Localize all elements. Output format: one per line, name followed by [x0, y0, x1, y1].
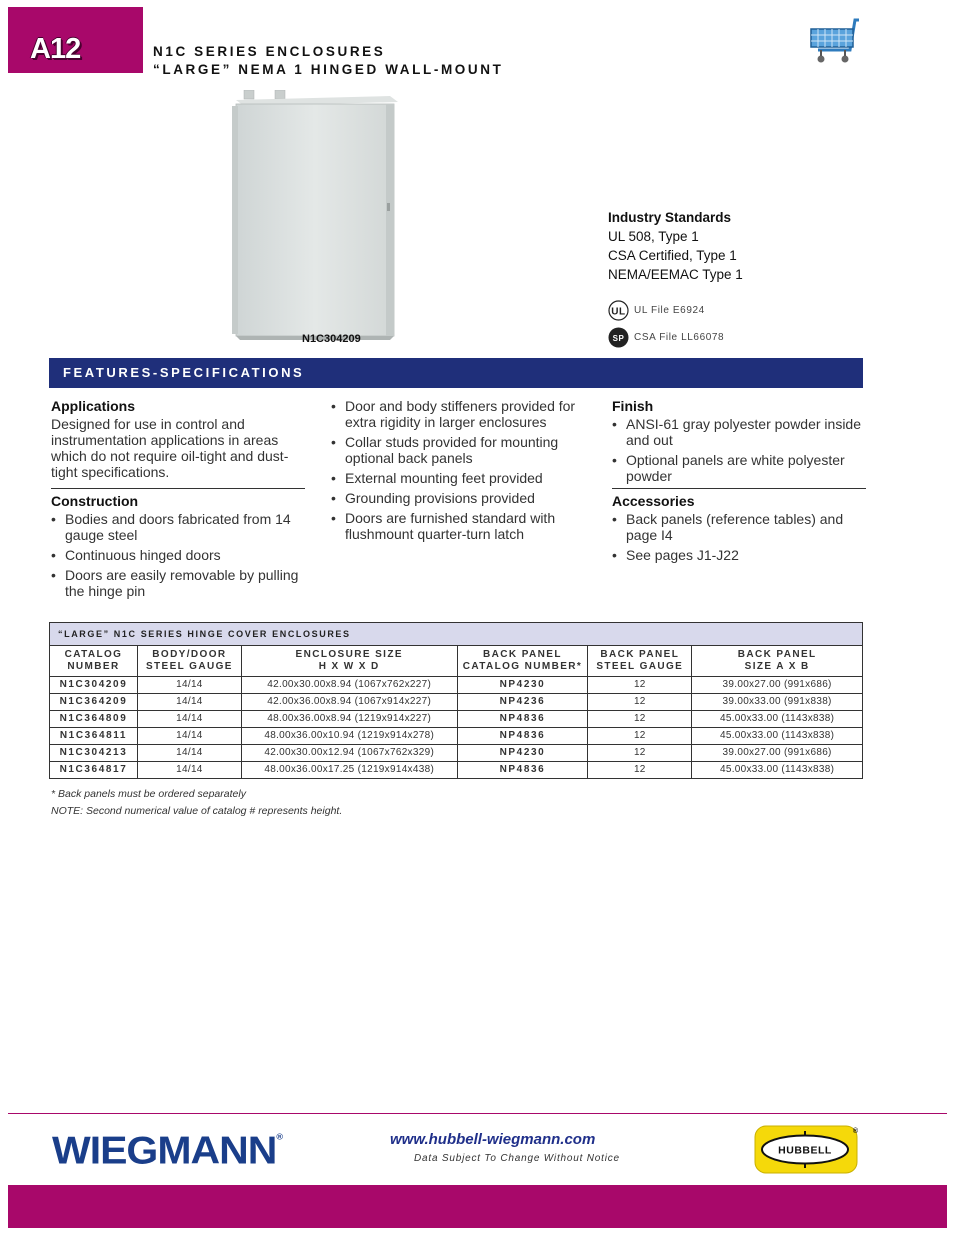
- page-number-box: [8, 7, 143, 73]
- ul-file-number: UL File E6924: [634, 305, 705, 316]
- list-item: • Doors are easily removable by pulling the hinge pin: [51, 567, 305, 599]
- disclaimer-text: Data Subject To Change Without Notice: [414, 1153, 620, 1164]
- column-header: [457, 646, 588, 677]
- cell-catalog-number: N1C364209: [50, 694, 138, 711]
- cell-enclosure-size: 42.00x30.00x8.94 (1067x762x227): [241, 677, 457, 694]
- cell-back-panel-gauge: 12: [588, 694, 692, 711]
- svg-text:SP: SP: [612, 334, 625, 343]
- table-row: [50, 677, 863, 694]
- column-header: [50, 646, 138, 677]
- cell-enclosure-size: 48.00x36.00x10.94 (1219x914x278): [241, 728, 457, 745]
- cell-back-panel-size: 39.00x33.00 (991x838): [692, 694, 863, 711]
- list-item: • Collar studs provided for mounting optional back panels: [331, 434, 585, 466]
- cell-back-panel-gauge: 12: [588, 745, 692, 762]
- cell-back-panel-gauge: 12: [588, 728, 692, 745]
- list-item: • Back panels (reference tables) and page I4: [612, 511, 866, 543]
- list-item: • Continuous hinged doors: [51, 547, 305, 563]
- cell-back-panel-catalog: NP4836: [457, 728, 588, 745]
- cell-back-panel-size: 45.00x33.00 (1143x838): [692, 711, 863, 728]
- column-header-line: H X W X D: [318, 661, 380, 672]
- table-row: [50, 762, 863, 779]
- brand-name: WIEGMANN: [52, 1128, 277, 1172]
- section-divider: [51, 488, 305, 489]
- applications-text: Designed for use in control and instrumentation applications in areas which do not require oil-tight and dust-tight specifications.: [51, 416, 289, 480]
- page-code: A12: [30, 33, 81, 65]
- cell-back-panel-catalog: NP4836: [457, 762, 588, 779]
- table-caption: “LARGE” N1C SERIES HINGE COVER ENCLOSURES: [50, 623, 863, 646]
- finish-list: [612, 416, 866, 484]
- footnote: * Back panels must be ordered separately: [51, 788, 246, 800]
- csa-logo-icon: [608, 327, 629, 348]
- column-header: [137, 646, 241, 677]
- cell-body-door-gauge: 14/14: [137, 677, 241, 694]
- table-header-row: [50, 646, 863, 677]
- hubbell-wordmark: HUBBELL: [778, 1144, 832, 1157]
- cell-back-panel-catalog: NP4236: [457, 694, 588, 711]
- features-column-2: [331, 398, 585, 546]
- list-item: • Grounding provisions provided: [331, 490, 585, 506]
- cell-catalog-number: N1C304209: [50, 677, 138, 694]
- cell-back-panel-size: 39.00x27.00 (991x686): [692, 677, 863, 694]
- list-item: • Doors are furnished standard with flushmount quarter-turn latch: [331, 510, 585, 542]
- cell-body-door-gauge: 14/14: [137, 728, 241, 745]
- ul-certification: [608, 300, 705, 324]
- ul-logo-icon: [608, 300, 629, 321]
- column-header-line: BODY/DOOR: [152, 649, 227, 660]
- csa-file-number: CSA File LL66078: [634, 332, 725, 343]
- table-row: [50, 728, 863, 745]
- column-header-line: BACK PANEL: [600, 649, 680, 660]
- column-header-line: CATALOG NUMBER*: [462, 661, 583, 672]
- column-header: [588, 646, 692, 677]
- footer-bar: [8, 1185, 947, 1228]
- cell-body-door-gauge: 14/14: [137, 711, 241, 728]
- cell-back-panel-catalog: NP4230: [457, 745, 588, 762]
- cell-enclosure-size: 48.00x36.00x8.94 (1219x914x227): [241, 711, 457, 728]
- cell-back-panel-size: 45.00x33.00 (1143x838): [692, 762, 863, 779]
- standard-item: CSA Certified, Type 1: [608, 248, 737, 263]
- features-banner: [49, 358, 863, 388]
- cell-back-panel-size: 39.00x27.00 (991x686): [692, 745, 863, 762]
- cell-catalog-number: N1C364809: [50, 711, 138, 728]
- industry-standards: [608, 208, 743, 284]
- column-header-line: BACK PANEL: [483, 649, 562, 660]
- cell-back-panel-gauge: 12: [588, 762, 692, 779]
- cell-enclosure-size: 42.00x30.00x12.94 (1067x762x329): [241, 745, 457, 762]
- cell-body-door-gauge: 14/14: [137, 745, 241, 762]
- cell-catalog-number: N1C364817: [50, 762, 138, 779]
- cell-back-panel-size: 45.00x33.00 (1143x838): [692, 728, 863, 745]
- column-header-line: CATALOG: [64, 649, 123, 660]
- cell-enclosure-size: 42.00x36.00x8.94 (1067x914x227): [241, 694, 457, 711]
- enclosure-table: [49, 622, 863, 779]
- standard-item: NEMA/EEMAC Type 1: [608, 267, 743, 282]
- table-body: [50, 677, 863, 779]
- features-list: [331, 398, 585, 542]
- list-item: • ANSI-61 gray polyester powder inside and out: [612, 416, 866, 448]
- column-header-line: ENCLOSURE SIZE: [295, 649, 403, 660]
- cell-catalog-number: N1C304213: [50, 745, 138, 762]
- features-column-1: [51, 398, 305, 603]
- cell-back-panel-gauge: 12: [588, 711, 692, 728]
- page-title-line1: N1C SERIES ENCLOSURES: [153, 44, 386, 59]
- list-item: • Door and body stiffeners provided for extra rigidity in larger enclosures: [331, 398, 585, 430]
- applications-heading: Applications: [51, 398, 136, 414]
- hubbell-logo: [754, 1125, 860, 1175]
- construction-list: [51, 511, 305, 599]
- section-divider: [612, 488, 866, 489]
- svg-text:®: ®: [852, 1128, 858, 1135]
- column-header-line: SIZE A X B: [744, 661, 810, 672]
- list-item: • See pages J1-J22: [612, 547, 866, 563]
- list-item: • External mounting feet provided: [331, 470, 585, 486]
- page-title-line2: “LARGE” NEMA 1 HINGED WALL-MOUNT: [153, 62, 504, 77]
- table-row: [50, 745, 863, 762]
- column-header-line: BACK PANEL: [737, 649, 817, 660]
- standards-heading: Industry Standards: [608, 210, 732, 225]
- product-caption: N1C304209: [302, 333, 361, 345]
- enclosure-table-container: [49, 622, 863, 779]
- table-notes: [51, 786, 342, 820]
- column-header-line: STEEL GAUGE: [596, 661, 684, 672]
- accessories-heading: Accessories: [612, 493, 695, 509]
- features-column-3: [612, 398, 866, 567]
- list-item: • Bodies and doors fabricated from 14 gauge steel: [51, 511, 305, 543]
- list-item: • Optional panels are white polyester powder: [612, 452, 866, 484]
- column-header-line: STEEL GAUGE: [145, 661, 233, 672]
- column-header: [692, 646, 863, 677]
- cell-enclosure-size: 48.00x36.00x17.25 (1219x914x438): [241, 762, 457, 779]
- table-row: [50, 694, 863, 711]
- note: NOTE: Second numerical value of catalog # represents height.: [51, 805, 343, 817]
- cell-back-panel-catalog: NP4230: [457, 677, 588, 694]
- finish-heading: Finish: [612, 398, 654, 414]
- accessories-list: [612, 511, 866, 563]
- shopping-cart-icon[interactable]: [808, 17, 862, 67]
- cell-body-door-gauge: 14/14: [137, 694, 241, 711]
- enclosure-product-image: [230, 90, 400, 340]
- footer-divider: [8, 1113, 947, 1114]
- svg-text:UL: UL: [611, 306, 626, 318]
- table-row: [50, 711, 863, 728]
- cell-back-panel-gauge: 12: [588, 677, 692, 694]
- csa-certification: [608, 327, 725, 351]
- cell-back-panel-catalog: NP4836: [457, 711, 588, 728]
- cell-body-door-gauge: 14/14: [137, 762, 241, 779]
- cell-catalog-number: N1C364811: [50, 728, 138, 745]
- construction-heading: Construction: [51, 493, 139, 509]
- wiegmann-logo: WIEGMANN®: [52, 1128, 282, 1172]
- standard-item: UL 508, Type 1: [608, 229, 699, 244]
- website-link[interactable]: www.hubbell-wiegmann.com: [390, 1131, 596, 1148]
- column-header: [241, 646, 457, 677]
- column-header-line: NUMBER: [67, 661, 120, 672]
- features-banner-title: FEATURES-SPECIFICATIONS: [63, 365, 305, 380]
